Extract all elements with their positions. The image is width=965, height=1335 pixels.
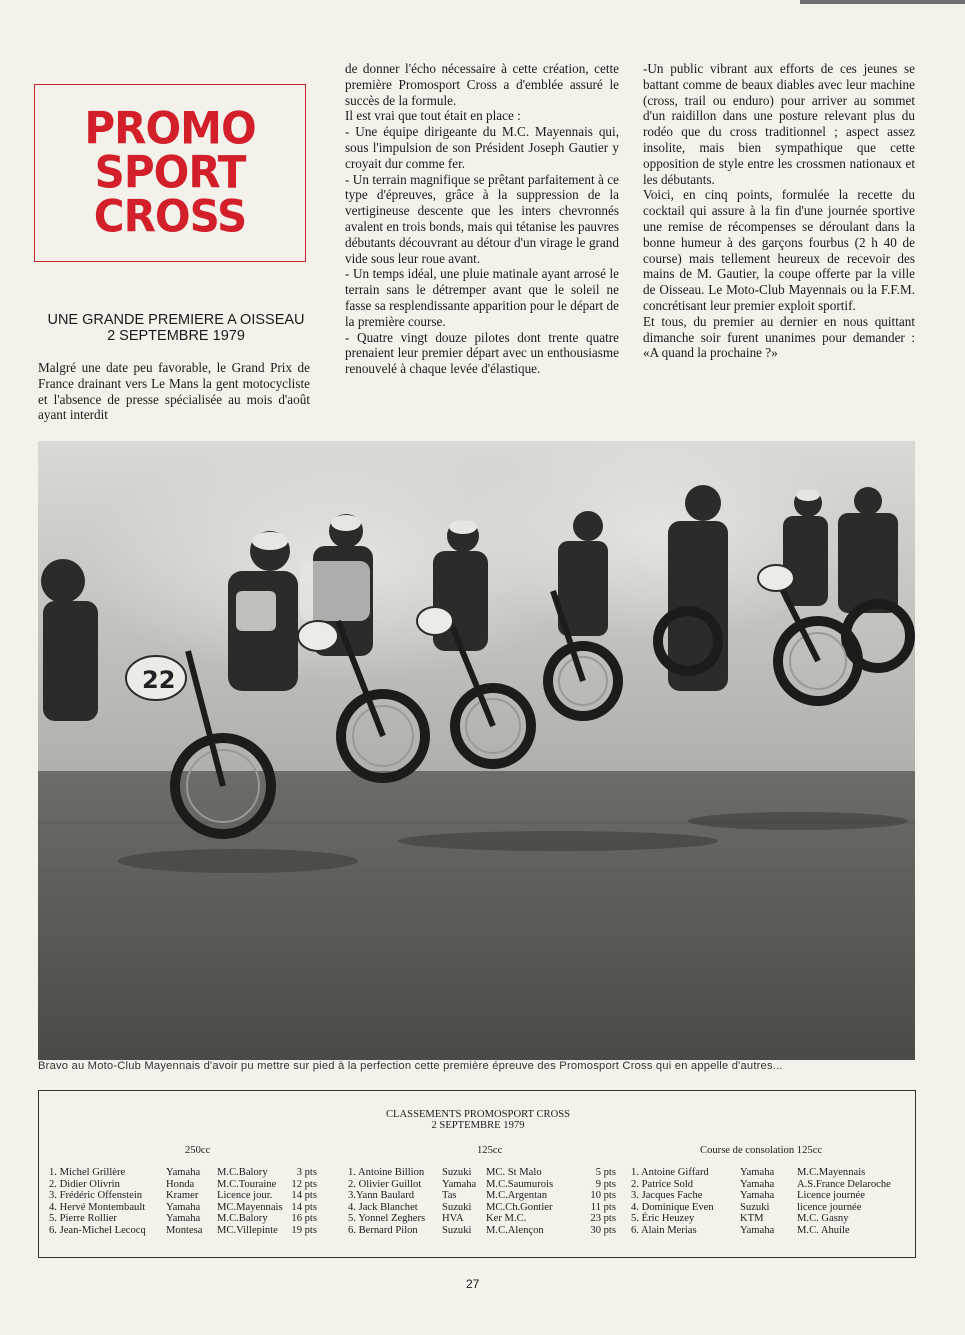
paragraph: Voici, en cinq points, formulée la recette du cocktail qui assure à la fin d'une journée sportive une remise de récompenses se déroulant dans la bonne humeur à des garçons fourbus (2 h 40 de course) mais tellement heureux de recevoir des mains de M. Gautier, la coupe offerte par la ville de Oisseau. Le Moto-Club Mayennais ou la F.F.M. concrétisant leur premier exploit sportif. bbox=[643, 187, 915, 313]
paragraph: - Quatre vingt douze pilotes dont trente quatre prenaient leur premier départ avec un enthousiasme renouvelé à chaque levée d'élastique. bbox=[345, 329, 619, 377]
result-points: 9 pts bbox=[595, 1178, 616, 1190]
result-row bbox=[631, 1225, 911, 1237]
result-club: MC.Villepinte bbox=[217, 1225, 278, 1236]
result-row bbox=[348, 1213, 618, 1225]
result-row bbox=[348, 1190, 618, 1202]
category-consolation: Course de consolation 125cc bbox=[700, 1145, 823, 1156]
subheading bbox=[34, 312, 318, 344]
result-club: MC.Ch.Gontier bbox=[486, 1201, 553, 1213]
result-make: Yamaha bbox=[740, 1167, 775, 1178]
result-make: KTM bbox=[740, 1213, 764, 1225]
result-rider: 4. Dominique Even bbox=[631, 1201, 714, 1213]
result-points: 12 pts bbox=[291, 1178, 317, 1190]
paragraph: Et tous, du premier au dernier en nous quittant dimanche soir furent unanimes pour demander : «A quand la prochaine ?» bbox=[643, 313, 915, 361]
result-make: Suzuki bbox=[442, 1167, 472, 1178]
result-club: M.C.Balory bbox=[217, 1167, 268, 1178]
result-points: 10 pts bbox=[590, 1190, 616, 1202]
result-club: Licence journée bbox=[797, 1190, 865, 1202]
page-number: 27 bbox=[466, 1277, 480, 1291]
result-rider: 6. Jean-Michel Lecocq bbox=[49, 1225, 146, 1236]
result-row bbox=[631, 1202, 911, 1214]
result-make: Yamaha bbox=[740, 1225, 775, 1236]
result-club: M.C.Mayennais bbox=[797, 1167, 866, 1178]
result-club: M.C.Argentan bbox=[486, 1190, 548, 1202]
result-rider: 2. Didier Olivrin bbox=[49, 1178, 120, 1190]
result-rider: 2. Olivier Guillot bbox=[348, 1178, 422, 1190]
result-club: MC.Mayennais bbox=[217, 1201, 283, 1213]
result-rider: 3. Frédéric Offenstein bbox=[49, 1190, 143, 1202]
result-rider: 5. Éric Heuzey bbox=[631, 1213, 695, 1225]
result-points: 14 pts bbox=[291, 1201, 317, 1213]
result-row bbox=[49, 1190, 329, 1202]
photo-illustration bbox=[38, 441, 915, 1060]
result-club: Licence jour. bbox=[217, 1190, 273, 1202]
result-club: A.S.France Delaroche bbox=[797, 1178, 891, 1190]
paragraph: - Une équipe dirigeante du M.C. Mayennais qui, sous l'impulsion de son Président Joseph Gautier y croyait dur comme fer. bbox=[345, 124, 619, 171]
result-club: M.C. Ahuile bbox=[797, 1225, 850, 1236]
result-row bbox=[348, 1202, 618, 1214]
result-make: Kramer bbox=[166, 1190, 199, 1202]
result-make: Honda bbox=[166, 1178, 195, 1190]
result-points: 3 pts bbox=[296, 1167, 317, 1178]
category-250cc: 250cc bbox=[185, 1145, 211, 1156]
paragraph: - Un terrain magnifique se prêtant parfaitement à ce type d'épreuves, grâce à la suppression de la vertigineuse descente que les inters chevronnés avalent en trois bonds, mais qui tétanise les pauvres débutants découvrant au détour d'un virage le grand vide sous leur roue avant. bbox=[345, 171, 619, 266]
result-make: Suzuki bbox=[740, 1201, 770, 1213]
result-make: Tas bbox=[442, 1190, 457, 1202]
paragraph: de donner l'écho nécessaire à cette création, cette première Promosport Cross a d'emblée assuré le succès de la formule. bbox=[345, 61, 619, 108]
result-row bbox=[631, 1190, 911, 1202]
result-rider: 6. Bernard Pilon bbox=[348, 1225, 418, 1236]
title-line: PROMO bbox=[84, 102, 256, 155]
result-rider: 3.Yann Baulard bbox=[348, 1190, 415, 1202]
result-club: M.C.Alençon bbox=[486, 1225, 544, 1236]
result-club: licence journée bbox=[797, 1201, 862, 1213]
subheading-line: UNE GRANDE PREMIERE A OISSEAU bbox=[47, 312, 305, 328]
results-box bbox=[38, 1090, 916, 1258]
plate-number: 22 bbox=[142, 666, 176, 694]
motocross-start-photo bbox=[38, 441, 915, 1060]
result-row bbox=[348, 1225, 618, 1237]
paragraph: Malgré une date peu favorable, le Grand Prix de France drainant vers Le Mans la gent motocycliste et l'absence de presse spécialisée au mois d'août ayant interdit bbox=[38, 360, 310, 423]
result-rider: 6. Alain Merias bbox=[631, 1225, 697, 1236]
result-make: Suzuki bbox=[442, 1201, 472, 1213]
photo-caption: Bravo au Moto-Club Mayennais d'avoir pu mettre sur pied à la perfection cette première épreuve des Promosport Cross qui en appelle d'autres... bbox=[38, 1060, 783, 1072]
result-club: Ker M.C. bbox=[486, 1213, 527, 1225]
result-points: 11 pts bbox=[590, 1201, 616, 1213]
result-make: HVA bbox=[442, 1213, 464, 1225]
result-make: Yamaha bbox=[166, 1167, 201, 1178]
result-row bbox=[348, 1167, 618, 1179]
paragraph: - Un temps idéal, une pluie matinale ayant arrosé le terrain sans le détremper avant que le soleil ne fasse sa resplendissante apparition pour le départ de la première course. bbox=[345, 266, 619, 329]
result-rider: 4. Jack Blanchet bbox=[348, 1201, 418, 1213]
article-column-3 bbox=[643, 61, 915, 361]
results-date: 2 SEPTEMBRE 1979 bbox=[431, 1120, 525, 1131]
paragraph: Il est vrai que tout était en place : bbox=[345, 108, 521, 124]
result-rider: 3. Jacques Fache bbox=[631, 1190, 703, 1202]
result-rider: 1. Antoine Billion bbox=[348, 1167, 425, 1178]
results-title: CLASSEMENTS PROMOSPORT CROSS bbox=[385, 1109, 571, 1120]
result-row bbox=[49, 1202, 329, 1214]
subheading-date: 2 SEPTEMBRE 1979 bbox=[107, 328, 245, 344]
result-row bbox=[631, 1167, 911, 1179]
result-rider: 2. Patrice Sold bbox=[631, 1178, 694, 1190]
result-row bbox=[631, 1179, 911, 1191]
result-row bbox=[49, 1167, 329, 1179]
top-rule bbox=[800, 0, 965, 4]
paragraph: -Un public vibrant aux efforts de ces jeunes se battant comme de beaux diables avec leur machine (cross, trail ou enduro) pour arriver au sommet d'un raidillon dans une posture relevant plus du rodéo que du cross traditionnel ; aspect assez insolite, mais bien sympathique que cette opposition de style entre les crossmen nationaux et les débutants. bbox=[643, 61, 915, 187]
result-rider: 5. Yonnel Zeghers bbox=[348, 1213, 426, 1225]
result-row bbox=[49, 1179, 329, 1191]
result-points: 5 pts bbox=[595, 1167, 616, 1178]
result-make: Yamaha bbox=[166, 1201, 201, 1213]
article-column-1 bbox=[38, 360, 310, 423]
result-make: Yamaha bbox=[740, 1190, 775, 1202]
result-make: Yamaha bbox=[166, 1213, 201, 1225]
result-rider: 5. Pierre Rollier bbox=[49, 1213, 117, 1225]
category-125cc: 125cc bbox=[477, 1145, 503, 1156]
result-make: Yamaha bbox=[740, 1178, 775, 1190]
result-points: 19 pts bbox=[291, 1225, 317, 1236]
result-make: Montesa bbox=[166, 1225, 203, 1236]
title-line: CROSS bbox=[93, 190, 247, 243]
result-points: 14 pts bbox=[291, 1190, 317, 1202]
result-row bbox=[631, 1213, 911, 1225]
title-line: SPORT bbox=[94, 146, 246, 199]
result-club: M.C.Touraine bbox=[217, 1178, 277, 1190]
result-points: 30 pts bbox=[590, 1225, 616, 1236]
result-rider: 4. Hervé Montembault bbox=[49, 1201, 146, 1213]
result-make: Yamaha bbox=[442, 1178, 477, 1190]
result-rider: 1. Antoine Giffard bbox=[631, 1167, 709, 1178]
result-row bbox=[49, 1213, 329, 1225]
result-club: M.C. Gasny bbox=[797, 1213, 849, 1225]
result-club: MC. St Malo bbox=[486, 1167, 542, 1178]
article-column-2 bbox=[345, 61, 619, 377]
result-row bbox=[49, 1225, 329, 1237]
result-rider: 1. Michel Grillère bbox=[49, 1167, 126, 1178]
result-club: M.C.Saumurois bbox=[486, 1178, 554, 1190]
result-row bbox=[348, 1179, 618, 1191]
result-points: 16 pts bbox=[291, 1213, 317, 1225]
title-box bbox=[34, 84, 306, 262]
result-make: Suzuki bbox=[442, 1225, 472, 1236]
result-points: 23 pts bbox=[590, 1213, 616, 1225]
result-club: M.C.Balory bbox=[217, 1213, 268, 1225]
